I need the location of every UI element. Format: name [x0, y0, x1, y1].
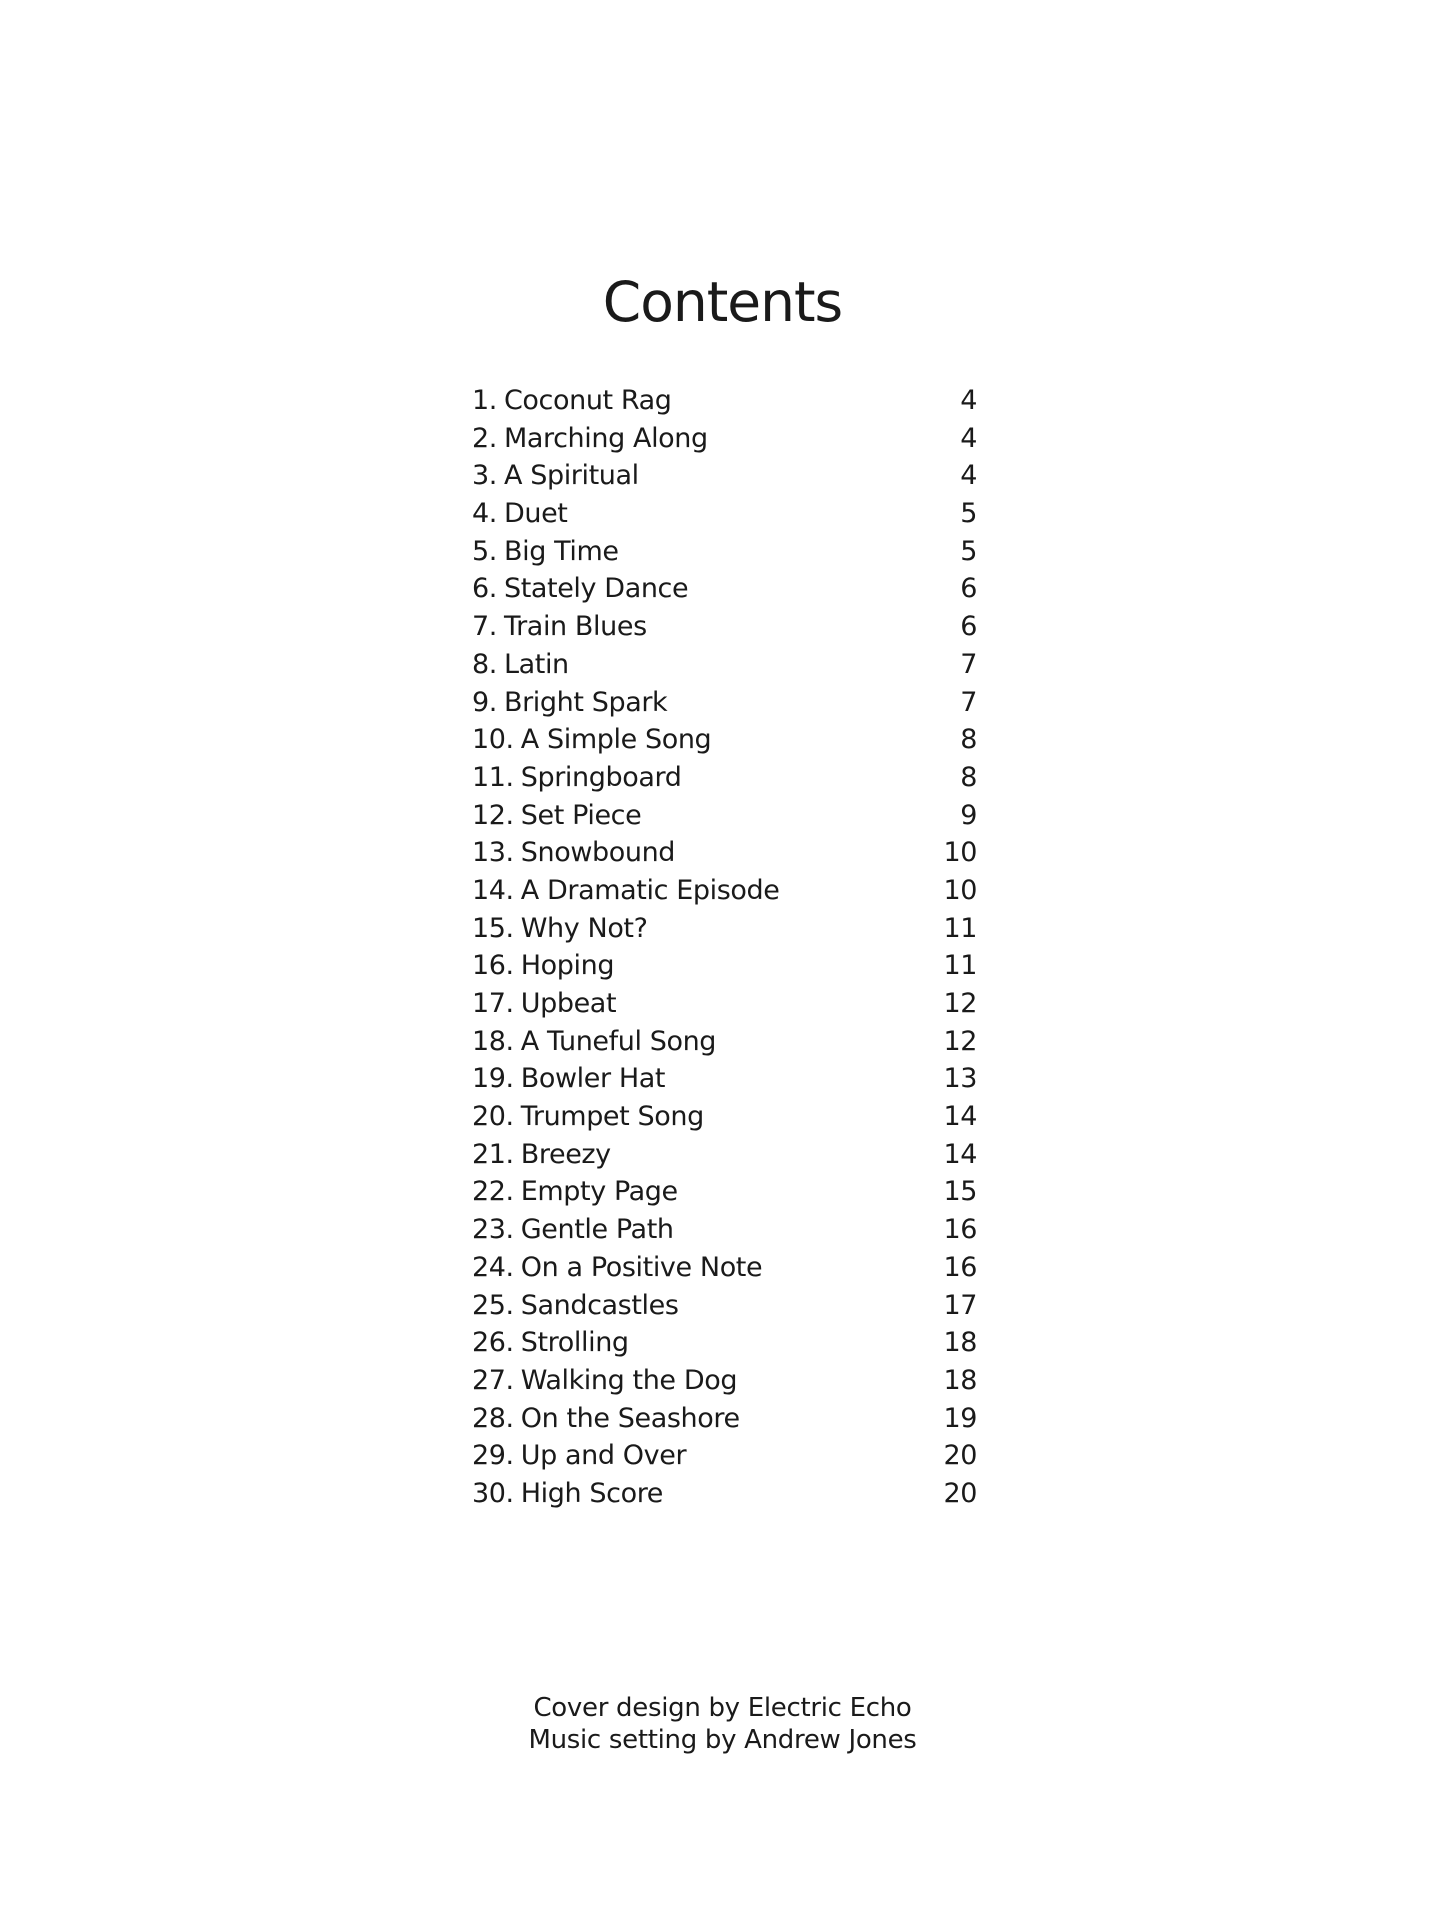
toc-entry-number: 12. — [472, 799, 514, 831]
toc-entry-title-group — [472, 1437, 686, 1475]
toc-entry-number: 7. — [472, 611, 497, 643]
toc-entry-page: 7 — [960, 686, 977, 718]
toc-entry-page: 7 — [960, 648, 977, 680]
toc-entry — [472, 1437, 977, 1475]
toc-entry — [472, 533, 977, 571]
toc-entry-title-group — [472, 684, 667, 722]
toc-entry — [472, 1324, 977, 1362]
toc-entry-page: 13 — [943, 1063, 977, 1095]
toc-entry — [472, 570, 977, 608]
toc-entry — [472, 1475, 977, 1513]
toc-entry-page: 12 — [943, 1025, 977, 1057]
toc-entry-title-group — [472, 608, 647, 646]
toc-entry-number: 6. — [472, 573, 497, 605]
toc-entry-title: Up and Over — [520, 1440, 687, 1472]
toc-entry-number: 21. — [472, 1138, 514, 1170]
toc-entry-title-group — [472, 1023, 716, 1061]
toc-entry-number: 1. — [472, 385, 497, 416]
toc-entry — [472, 1173, 977, 1211]
toc-entry-number: 23. — [472, 1214, 514, 1246]
toc-entry-title: Coconut Rag — [503, 385, 672, 416]
toc-entry-number: 11. — [472, 761, 514, 793]
toc-entry — [472, 1098, 977, 1136]
toc-entry-page: 20 — [943, 1440, 977, 1472]
toc-entry-page: 6 — [960, 611, 977, 643]
credits — [0, 1692, 1445, 1756]
toc-entry-title: Bowler Hat — [520, 1063, 666, 1095]
toc-entry — [472, 947, 977, 985]
toc-entry-title: A Simple Song — [520, 724, 712, 756]
toc-entry-page: 18 — [943, 1327, 977, 1359]
toc-entry-title-group — [472, 495, 567, 533]
toc-entry-number: 29. — [472, 1440, 514, 1472]
toc-entry-title-group — [472, 570, 688, 608]
toc-entry-number: 8. — [472, 648, 497, 680]
toc-entry-page: 17 — [943, 1289, 977, 1321]
toc-entry — [472, 910, 977, 948]
toc-entry-page: 16 — [943, 1251, 977, 1283]
toc-entry-number: 4. — [472, 498, 497, 530]
toc-entry-page: 5 — [960, 498, 977, 530]
toc-entry — [472, 1060, 977, 1098]
toc-entry-title-group — [472, 1475, 663, 1513]
toc-entry — [472, 1023, 977, 1061]
toc-entry-number: 18. — [472, 1025, 514, 1057]
toc-entry-title-group — [472, 910, 648, 948]
toc-entry-title-group — [472, 1136, 611, 1174]
toc-entry-title: Walking the Dog — [520, 1364, 738, 1396]
toc-entry-title-group — [472, 834, 675, 872]
toc-entry-title-group — [472, 947, 614, 985]
toc-entry-number: 28. — [472, 1402, 514, 1434]
toc-entry-title: Trumpet Song — [520, 1101, 704, 1133]
toc-entry — [472, 834, 977, 872]
toc-entry-title: Gentle Path — [520, 1214, 674, 1246]
toc-entry-number: 15. — [472, 912, 514, 944]
toc-entry-number: 13. — [472, 837, 514, 869]
toc-entry-title: Sandcastles — [520, 1289, 679, 1321]
toc-entry — [472, 759, 977, 797]
toc-entry-title: A Spiritual — [503, 460, 639, 492]
toc-entry-title-group — [472, 533, 619, 571]
toc-entry-page: 12 — [943, 988, 977, 1019]
toc-entry — [472, 1400, 977, 1438]
toc-entry-title-group — [472, 382, 672, 420]
toc-entry-title: Empty Page — [520, 1176, 678, 1208]
toc-entry-number: 5. — [472, 535, 497, 567]
toc-entry-title: A Dramatic Episode — [520, 874, 780, 906]
toc-entry — [472, 721, 977, 759]
toc-entry-number: 25. — [472, 1289, 514, 1321]
toc-entry-number: 30. — [472, 1477, 514, 1509]
toc-entry-title: Strolling — [520, 1327, 629, 1359]
toc-entry — [472, 495, 977, 533]
toc-entry-number: 2. — [472, 422, 497, 454]
toc-entry-number: 16. — [472, 950, 514, 982]
toc-entry-number: 14. — [472, 874, 514, 906]
toc-entry-number: 10. — [472, 724, 514, 756]
toc-entry-title-group — [472, 1362, 737, 1400]
toc-entry-page: 4 — [960, 460, 977, 492]
toc-entry-title: On the Seashore — [520, 1402, 740, 1434]
toc-entry-page: 8 — [960, 761, 977, 793]
toc-entry-page: 8 — [960, 724, 977, 756]
toc-entry-page: 14 — [943, 1138, 977, 1170]
toc-entry-page: 15 — [943, 1176, 977, 1208]
toc-entry-title: Hoping — [520, 950, 615, 982]
toc-entry — [472, 985, 977, 1023]
toc-entry-title-group — [472, 759, 681, 797]
page-title: Contents — [602, 270, 843, 334]
toc-entry-number: 17. — [472, 988, 514, 1019]
toc-entry — [472, 1249, 977, 1287]
music-credit: Music setting by Andrew Jones — [528, 1725, 917, 1755]
toc-entry-title-group — [472, 420, 708, 458]
toc-entry-title: Marching Along — [503, 422, 708, 454]
toc-entry-title-group — [472, 1324, 629, 1362]
toc-entry-page: 16 — [943, 1214, 977, 1246]
toc-entry-page: 14 — [943, 1101, 977, 1133]
toc-entry-title: A Tuneful Song — [520, 1025, 717, 1057]
toc-entry-page: 19 — [943, 1402, 977, 1434]
toc-entry — [472, 872, 977, 910]
toc-entry — [472, 420, 977, 458]
toc-entry — [472, 1136, 977, 1174]
toc-entry-title: Train Blues — [503, 611, 647, 643]
toc-entry — [472, 1362, 977, 1400]
toc-entry-page: 9 — [960, 799, 977, 831]
toc-entry-title-group — [472, 1400, 740, 1438]
toc-entry-number: 24. — [472, 1251, 514, 1283]
toc-entry-title-group — [472, 1098, 704, 1136]
toc-entry-number: 9. — [472, 686, 497, 718]
toc-entry — [472, 1211, 977, 1249]
table-of-contents — [472, 382, 977, 1513]
toc-entry-title: Upbeat — [520, 988, 617, 1019]
toc-entry-title: On a Positive Note — [520, 1251, 763, 1283]
toc-entry-title-group — [472, 721, 711, 759]
toc-entry-page: 11 — [943, 950, 977, 982]
toc-entry-title: High Score — [520, 1477, 664, 1509]
toc-entry-title: Big Time — [503, 535, 619, 567]
toc-entry-number: 3. — [472, 460, 497, 492]
toc-entry-page: 4 — [960, 422, 977, 454]
toc-entry-title-group — [472, 1173, 678, 1211]
toc-entry-title-group — [472, 1249, 762, 1287]
toc-entry — [472, 1287, 977, 1325]
toc-entry-page: 10 — [943, 874, 977, 906]
toc-entry-title-group — [472, 1060, 665, 1098]
toc-entry-page: 11 — [943, 912, 977, 944]
toc-entry-page: 4 — [960, 385, 977, 416]
toc-entry — [472, 646, 977, 684]
toc-entry-title: Stately Dance — [503, 573, 689, 605]
toc-entry-page: 10 — [943, 837, 977, 869]
toc-entry-title-group — [472, 1287, 679, 1325]
toc-entry-number: 19. — [472, 1063, 514, 1095]
toc-entry — [472, 457, 977, 495]
toc-entry-title-group — [472, 1211, 674, 1249]
toc-entry-page: 6 — [960, 573, 977, 605]
toc-entry-page: 5 — [960, 535, 977, 567]
cover-credit: Cover design by Electric Echo — [533, 1693, 912, 1723]
toc-entry-number: 27. — [472, 1364, 514, 1396]
toc-entry-title-group — [472, 985, 616, 1023]
toc-entry-title: Snowbound — [520, 837, 676, 869]
toc-entry — [472, 684, 977, 722]
toc-entry-title: Breezy — [520, 1138, 611, 1170]
toc-entry-page: 18 — [943, 1364, 977, 1396]
toc-entry-title-group — [472, 457, 639, 495]
toc-entry — [472, 797, 977, 835]
toc-entry-title: Why Not? — [520, 912, 648, 944]
toc-entry-title-group — [472, 872, 779, 910]
toc-entry-title: Duet — [503, 498, 568, 530]
toc-entry-title: Set Piece — [520, 799, 642, 831]
toc-entry-title: Springboard — [520, 761, 682, 793]
toc-entry-title: Bright Spark — [503, 686, 668, 718]
toc-entry-page: 20 — [943, 1477, 977, 1509]
toc-entry-title-group — [472, 646, 569, 684]
toc-entry-title-group — [472, 797, 641, 835]
toc-entry-number: 22. — [472, 1176, 514, 1208]
toc-entry-title: Latin — [503, 648, 569, 680]
toc-entry — [472, 608, 977, 646]
toc-entry — [472, 382, 977, 420]
toc-entry-number: 26. — [472, 1327, 514, 1359]
toc-entry-number: 20. — [472, 1101, 514, 1133]
